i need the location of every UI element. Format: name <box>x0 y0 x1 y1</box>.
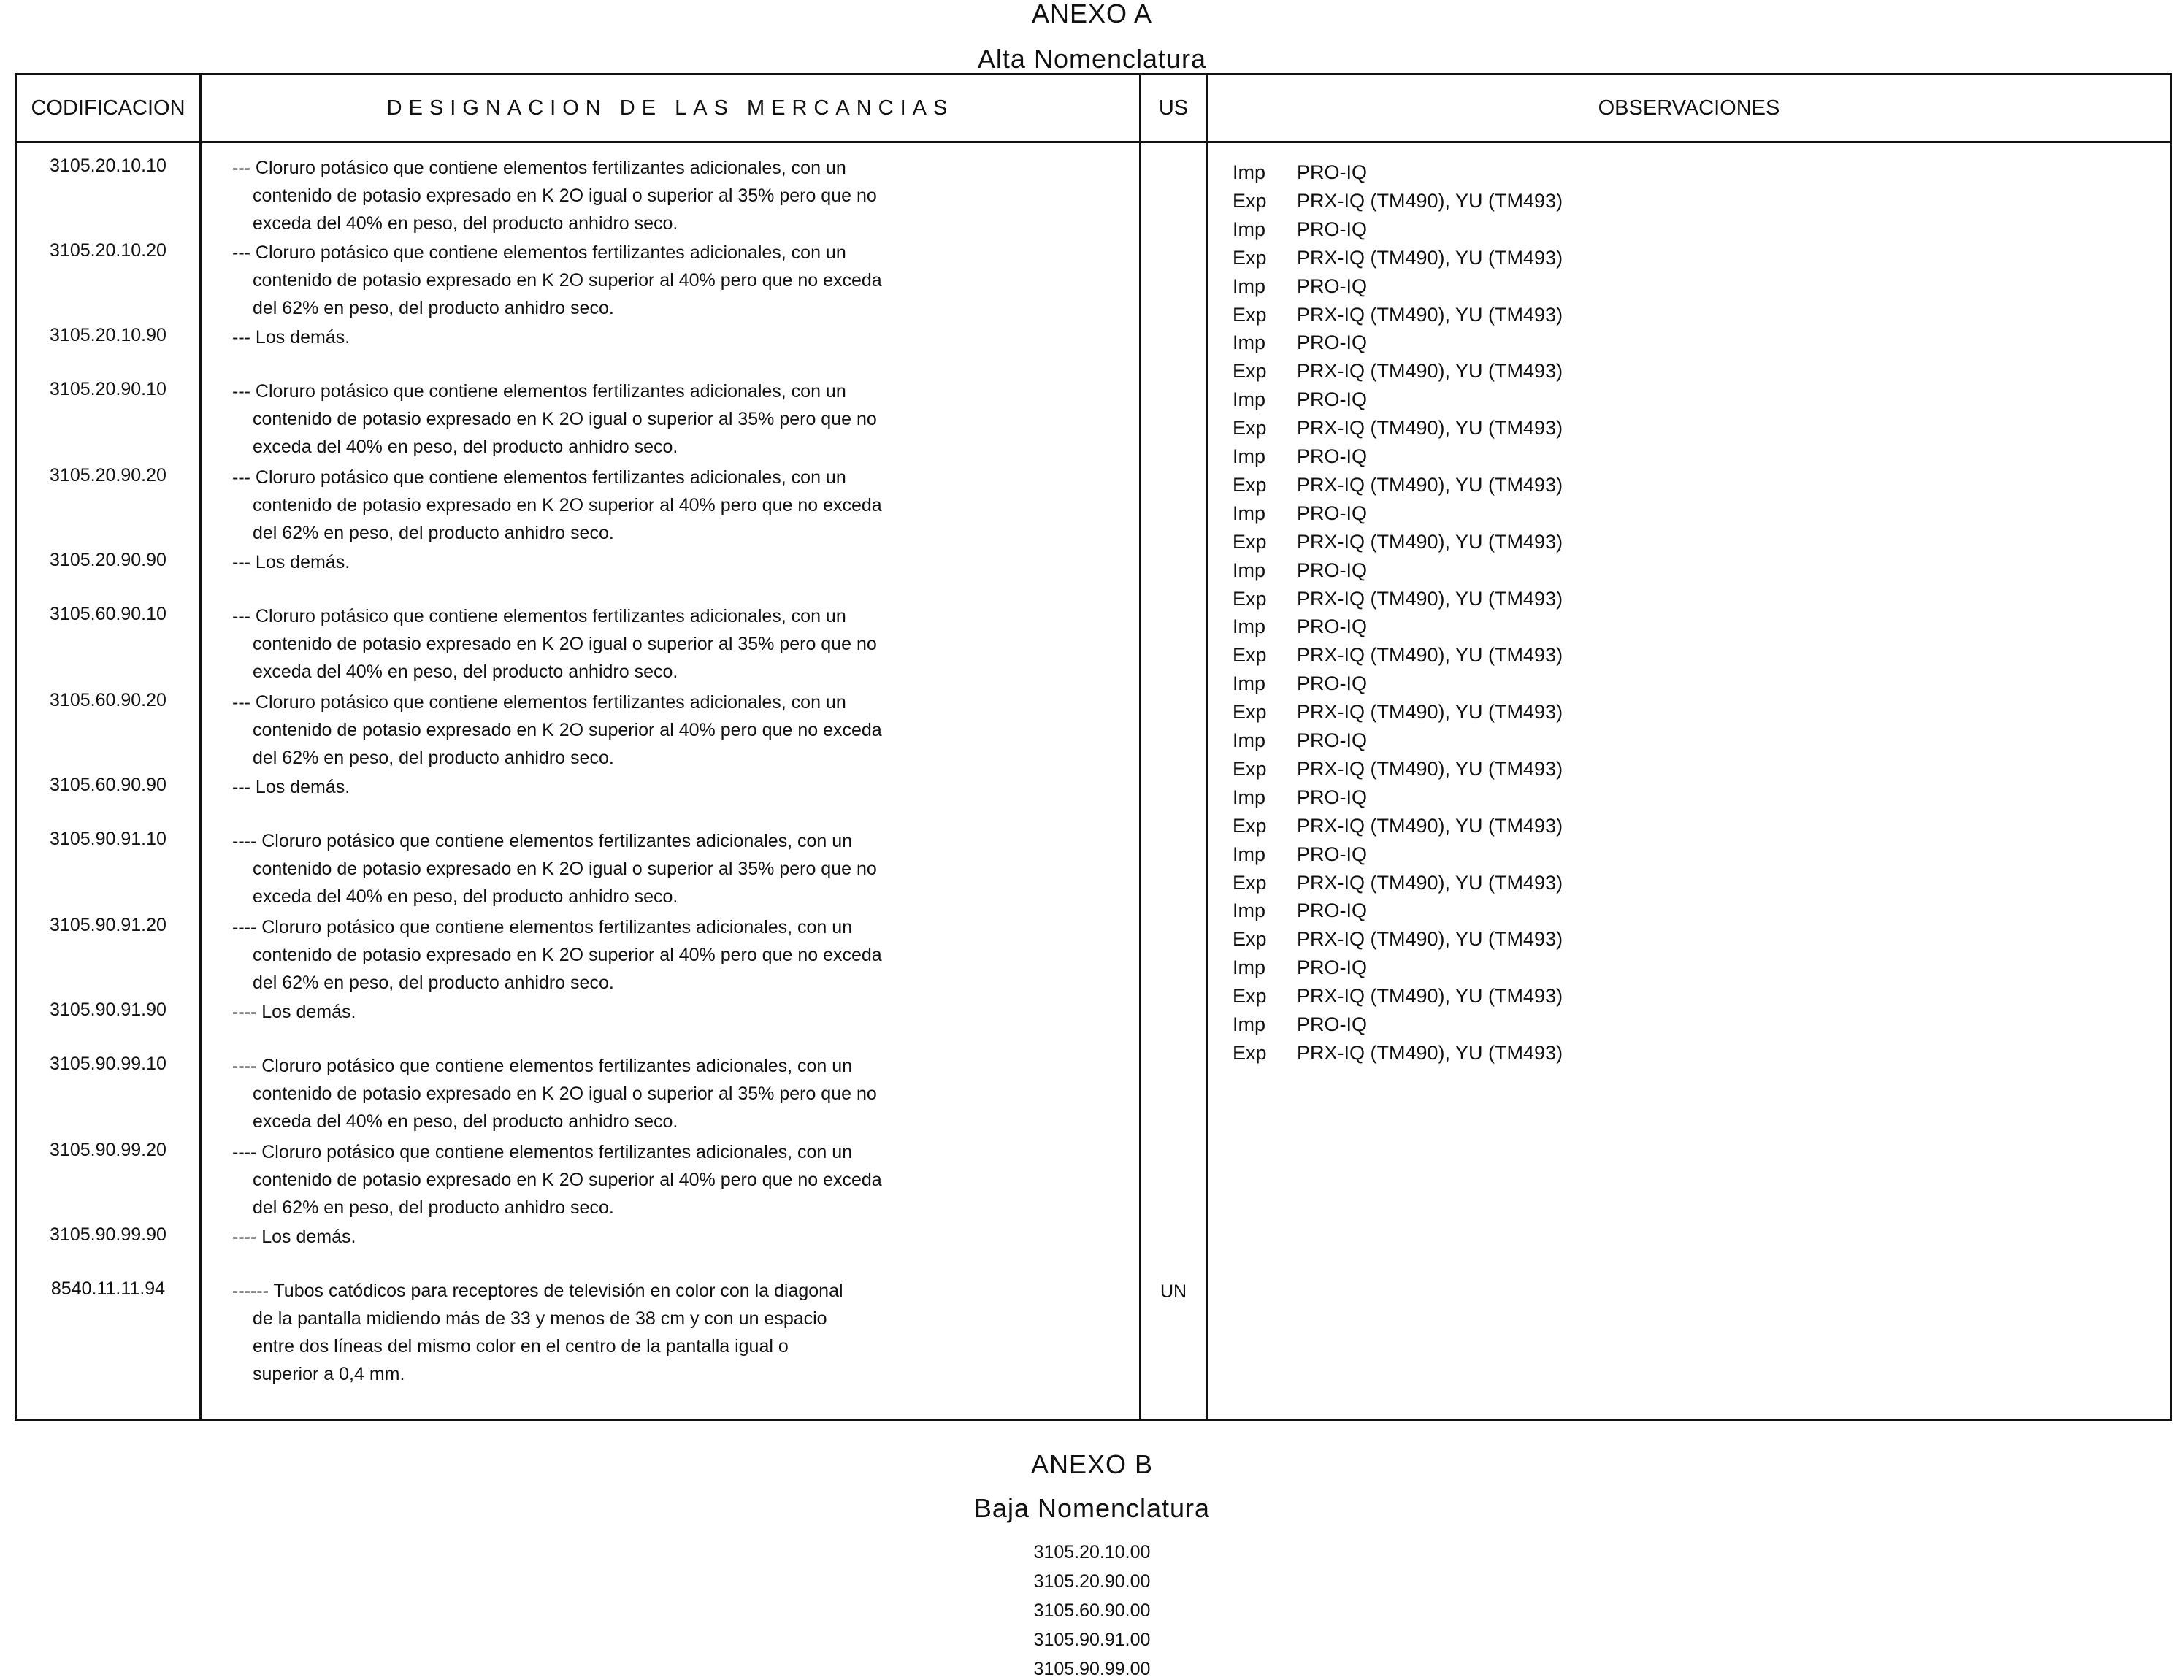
observation-value: PRX-IQ (TM490), YU (TM493) <box>1297 417 1563 439</box>
designation-line: contenido de potasio expresado en K 2O igual o superior al 35% pero que no <box>253 1083 877 1104</box>
row-code: 3105.20.90.20 <box>50 465 166 486</box>
annex-b-code: 3105.20.10.00 <box>1033 1542 1151 1562</box>
column-divider <box>1206 75 1208 1419</box>
observation-value: PRX-IQ (TM490), YU (TM493) <box>1297 1042 1563 1064</box>
observation-value: PRO-IQ <box>1297 956 1368 978</box>
observation-value: PRO-IQ <box>1297 445 1368 467</box>
observation-type: Imp <box>1233 672 1266 694</box>
observation-value: PRX-IQ (TM490), YU (TM493) <box>1297 588 1563 610</box>
designation-line: ------ Tubos catódicos para receptores de televisión en color con la diagonal <box>232 1281 843 1301</box>
observation-value: PRX-IQ (TM490), YU (TM493) <box>1297 190 1563 212</box>
observation-line <box>1233 531 1563 553</box>
observation-type: Imp <box>1233 161 1266 183</box>
observation-type: Imp <box>1233 502 1266 524</box>
designation-line: --- Cloruro potásico que contiene elementos fertilizantes adicionales, con un <box>232 606 846 626</box>
observation-value: PRX-IQ (TM490), YU (TM493) <box>1297 928 1563 950</box>
observation-value: PRO-IQ <box>1297 786 1368 808</box>
row-code: 8540.11.11.94 <box>50 1278 166 1299</box>
observation-line <box>1233 815 1563 837</box>
observation-type: Imp <box>1233 1013 1266 1035</box>
row-code: 3105.20.10.90 <box>50 325 166 345</box>
observation-line <box>1233 1042 1563 1065</box>
annex-b-code: 3105.90.91.00 <box>1033 1630 1151 1650</box>
observation-line <box>1233 218 1367 241</box>
observation-value: PRX-IQ (TM490), YU (TM493) <box>1297 531 1563 553</box>
annex-b-code: 3105.20.90.00 <box>1033 1571 1151 1592</box>
observation-value: PRO-IQ <box>1297 1013 1368 1035</box>
designation-line: exceda del 40% en peso, del producto anhidro seco. <box>253 213 678 234</box>
designation-line: ---- Cloruro potásico que contiene elementos fertilizantes adicionales, con un <box>232 1142 853 1162</box>
observation-type: Exp <box>1233 644 1267 666</box>
observation-value: PRX-IQ (TM490), YU (TM493) <box>1297 758 1563 780</box>
row-designation <box>232 773 1138 801</box>
observation-type: Imp <box>1233 615 1266 637</box>
observation-value: PRX-IQ (TM490), YU (TM493) <box>1297 247 1563 269</box>
observation-type: Exp <box>1233 1042 1267 1064</box>
observation-line <box>1233 872 1563 894</box>
row-designation <box>232 154 1138 237</box>
annex-b-code: 3105.90.99.00 <box>1033 1659 1151 1679</box>
designation-line: ---- Los demás. <box>232 1002 356 1022</box>
header-observations: OBSERVACIONES <box>1598 96 1780 120</box>
row-designation <box>232 913 1138 997</box>
designation-line: exceda del 40% en peso, del producto anhidro seco. <box>253 1111 678 1132</box>
observation-line <box>1233 701 1563 724</box>
row-designation <box>232 1277 1138 1388</box>
row-code: 3105.60.90.10 <box>50 604 166 624</box>
observation-line <box>1233 928 1563 951</box>
row-designation <box>232 602 1138 686</box>
observation-line <box>1233 786 1367 809</box>
observation-type: Imp <box>1233 956 1266 978</box>
observation-value: PRX-IQ (TM490), YU (TM493) <box>1297 872 1563 894</box>
observation-line <box>1233 275 1367 298</box>
row-code: 3105.20.10.10 <box>50 156 166 176</box>
observation-line <box>1233 304 1563 326</box>
designation-line: contenido de potasio expresado en K 2O superior al 40% pero que no exceda <box>253 1170 882 1190</box>
observation-line <box>1233 247 1563 269</box>
annex-b-subtitle: Baja Nomenclatura <box>973 1493 1211 1523</box>
column-divider <box>199 75 202 1419</box>
row-designation <box>232 548 1138 576</box>
designation-line: exceda del 40% en peso, del producto anhidro seco. <box>253 437 678 457</box>
designation-line: contenido de potasio expresado en K 2O superior al 40% pero que no exceda <box>253 720 882 740</box>
designation-line: contenido de potasio expresado en K 2O superior al 40% pero que no exceda <box>253 945 882 965</box>
annex-b-code: 3105.60.90.00 <box>1033 1600 1151 1621</box>
observation-type: Exp <box>1233 588 1267 610</box>
observation-type: Imp <box>1233 331 1266 353</box>
designation-line: --- Cloruro potásico que contiene elementos fertilizantes adicionales, con un <box>232 158 846 178</box>
observation-value: PRO-IQ <box>1297 388 1368 410</box>
observation-value: PRO-IQ <box>1297 502 1368 524</box>
observation-type: Exp <box>1233 701 1267 723</box>
observation-value: PRO-IQ <box>1297 161 1368 183</box>
designation-line: --- Cloruro potásico que contiene elementos fertilizantes adicionales, con un <box>232 242 846 263</box>
designation-line: del 62% en peso, del producto anhidro seco. <box>253 748 614 768</box>
annex-a-title: ANEXO A <box>1031 0 1153 28</box>
row-code: 3105.60.90.20 <box>50 690 166 710</box>
observation-line <box>1233 190 1563 212</box>
row-code: 3105.90.99.90 <box>50 1224 166 1245</box>
row-unit: UN <box>1160 1281 1187 1302</box>
observation-line <box>1233 729 1367 752</box>
observation-type: Exp <box>1233 417 1267 439</box>
observation-value: PRO-IQ <box>1297 331 1368 353</box>
observation-line <box>1233 985 1563 1008</box>
designation-line: ---- Cloruro potásico que contiene elementos fertilizantes adicionales, con un <box>232 1056 853 1076</box>
observation-type: Exp <box>1233 985 1267 1007</box>
designation-line: del 62% en peso, del producto anhidro seco. <box>253 1197 614 1218</box>
observation-type: Exp <box>1233 815 1267 837</box>
observation-value: PRO-IQ <box>1297 559 1368 581</box>
observation-value: PRO-IQ <box>1297 672 1368 694</box>
observation-type: Exp <box>1233 190 1267 212</box>
observation-value: PRX-IQ (TM490), YU (TM493) <box>1297 644 1563 666</box>
observation-line <box>1233 388 1367 411</box>
annex-b-title: ANEXO B <box>1030 1449 1154 1479</box>
observation-type: Imp <box>1233 388 1266 410</box>
header-us: US <box>1158 96 1189 120</box>
observation-type: Exp <box>1233 531 1267 553</box>
designation-line: del 62% en peso, del producto anhidro seco. <box>253 973 614 993</box>
observation-type: Imp <box>1233 275 1266 297</box>
observation-type: Imp <box>1233 900 1266 921</box>
observation-line <box>1233 474 1563 496</box>
observation-type: Imp <box>1233 445 1266 467</box>
designation-line: del 62% en peso, del producto anhidro seco. <box>253 523 614 543</box>
observation-line <box>1233 360 1563 383</box>
designation-line: --- Cloruro potásico que contiene elementos fertilizantes adicionales, con un <box>232 381 846 402</box>
designation-line: exceda del 40% en peso, del producto anhidro seco. <box>253 886 678 907</box>
row-designation <box>232 998 1138 1026</box>
observation-line <box>1233 502 1367 525</box>
observation-line <box>1233 615 1367 638</box>
row-designation <box>232 1223 1138 1251</box>
row-code: 3105.60.90.90 <box>50 775 166 795</box>
designation-line: --- Cloruro potásico que contiene elementos fertilizantes adicionales, con un <box>232 692 846 713</box>
column-divider <box>1139 75 1141 1419</box>
designation-line: contenido de potasio expresado en K 2O igual o superior al 35% pero que no <box>253 634 877 654</box>
designation-line: entre dos líneas del mismo color en el centro de la pantalla igual o <box>253 1336 789 1357</box>
observation-line <box>1233 956 1367 979</box>
header-code: CODIFICACION <box>31 96 185 120</box>
observation-line <box>1233 758 1563 780</box>
row-designation <box>232 689 1138 772</box>
row-designation <box>232 464 1138 547</box>
row-code: 3105.20.10.20 <box>50 240 166 261</box>
observation-type: Exp <box>1233 474 1267 496</box>
row-code: 3105.20.90.10 <box>50 379 166 399</box>
row-designation <box>232 239 1138 322</box>
observation-type: Exp <box>1233 758 1267 780</box>
observation-line <box>1233 672 1367 695</box>
row-code: 3105.90.91.10 <box>50 829 166 849</box>
designation-line: ---- Cloruro potásico que contiene elementos fertilizantes adicionales, con un <box>232 831 853 851</box>
designation-line: --- Cloruro potásico que contiene elementos fertilizantes adicionales, con un <box>232 467 846 488</box>
observation-type: Imp <box>1233 843 1266 865</box>
designation-line: --- Los demás. <box>232 552 350 572</box>
observation-type: Imp <box>1233 786 1266 808</box>
observation-value: PRO-IQ <box>1297 843 1368 865</box>
observation-line <box>1233 900 1367 922</box>
designation-line: contenido de potasio expresado en K 2O superior al 40% pero que no exceda <box>253 270 882 291</box>
designation-line: --- Los demás. <box>232 777 350 797</box>
observation-line <box>1233 417 1563 440</box>
nomenclature-table <box>15 73 2172 1421</box>
designation-line: contenido de potasio expresado en K 2O igual o superior al 35% pero que no <box>253 185 877 206</box>
observation-line <box>1233 331 1367 354</box>
observation-value: PRX-IQ (TM490), YU (TM493) <box>1297 360 1563 382</box>
designation-line: --- Los demás. <box>232 327 350 348</box>
observation-line <box>1233 843 1367 866</box>
row-designation <box>232 377 1138 461</box>
row-code: 3105.90.91.20 <box>50 915 166 935</box>
row-designation <box>232 1138 1138 1221</box>
observation-line <box>1233 588 1563 610</box>
row-designation <box>232 1052 1138 1135</box>
designation-line: de la pantalla midiendo más de 33 y menos de 38 cm y con un espacio <box>253 1308 827 1329</box>
observation-value: PRO-IQ <box>1297 275 1368 297</box>
observation-value: PRX-IQ (TM490), YU (TM493) <box>1297 474 1563 496</box>
observation-line <box>1233 161 1367 184</box>
observation-type: Exp <box>1233 872 1267 894</box>
observation-line <box>1233 644 1563 667</box>
designation-line: del 62% en peso, del producto anhidro seco. <box>253 298 614 318</box>
designation-line: contenido de potasio expresado en K 2O igual o superior al 35% pero que no <box>253 409 877 429</box>
observation-line <box>1233 559 1367 582</box>
designation-line: contenido de potasio expresado en K 2O superior al 40% pero que no exceda <box>253 495 882 515</box>
header-designation: DESIGNACION DE LAS MERCANCIAS <box>386 96 954 120</box>
row-code: 3105.90.99.10 <box>50 1054 166 1074</box>
row-code: 3105.20.90.90 <box>50 550 166 570</box>
designation-line: ---- Los demás. <box>232 1227 356 1247</box>
observation-value: PRX-IQ (TM490), YU (TM493) <box>1297 304 1563 326</box>
observation-value: PRX-IQ (TM490), YU (TM493) <box>1297 815 1563 837</box>
observation-value: PRO-IQ <box>1297 900 1368 921</box>
observation-type: Exp <box>1233 928 1267 950</box>
observation-value: PRO-IQ <box>1297 615 1368 637</box>
row-designation <box>232 323 1138 351</box>
designation-line: superior a 0,4 mm. <box>253 1364 405 1384</box>
row-designation <box>232 827 1138 910</box>
observation-type: Imp <box>1233 729 1266 751</box>
observation-value: PRX-IQ (TM490), YU (TM493) <box>1297 985 1563 1007</box>
designation-line: exceda del 40% en peso, del producto anhidro seco. <box>253 661 678 682</box>
designation-line: ---- Cloruro potásico que contiene elementos fertilizantes adicionales, con un <box>232 917 853 937</box>
observation-type: Exp <box>1233 304 1267 326</box>
annex-a-subtitle: Alta Nomenclatura <box>977 44 1207 74</box>
observation-type: Exp <box>1233 247 1267 269</box>
header-divider <box>17 141 2170 143</box>
observation-type: Imp <box>1233 218 1266 240</box>
observation-value: PRO-IQ <box>1297 218 1368 240</box>
observation-line <box>1233 445 1367 468</box>
observation-value: PRO-IQ <box>1297 729 1368 751</box>
row-code: 3105.90.99.20 <box>50 1140 166 1160</box>
designation-line: contenido de potasio expresado en K 2O igual o superior al 35% pero que no <box>253 859 877 879</box>
observation-line <box>1233 1013 1367 1036</box>
observation-type: Imp <box>1233 559 1266 581</box>
observation-type: Exp <box>1233 360 1267 382</box>
observation-value: PRX-IQ (TM490), YU (TM493) <box>1297 701 1563 723</box>
row-code: 3105.90.91.90 <box>50 1000 166 1020</box>
